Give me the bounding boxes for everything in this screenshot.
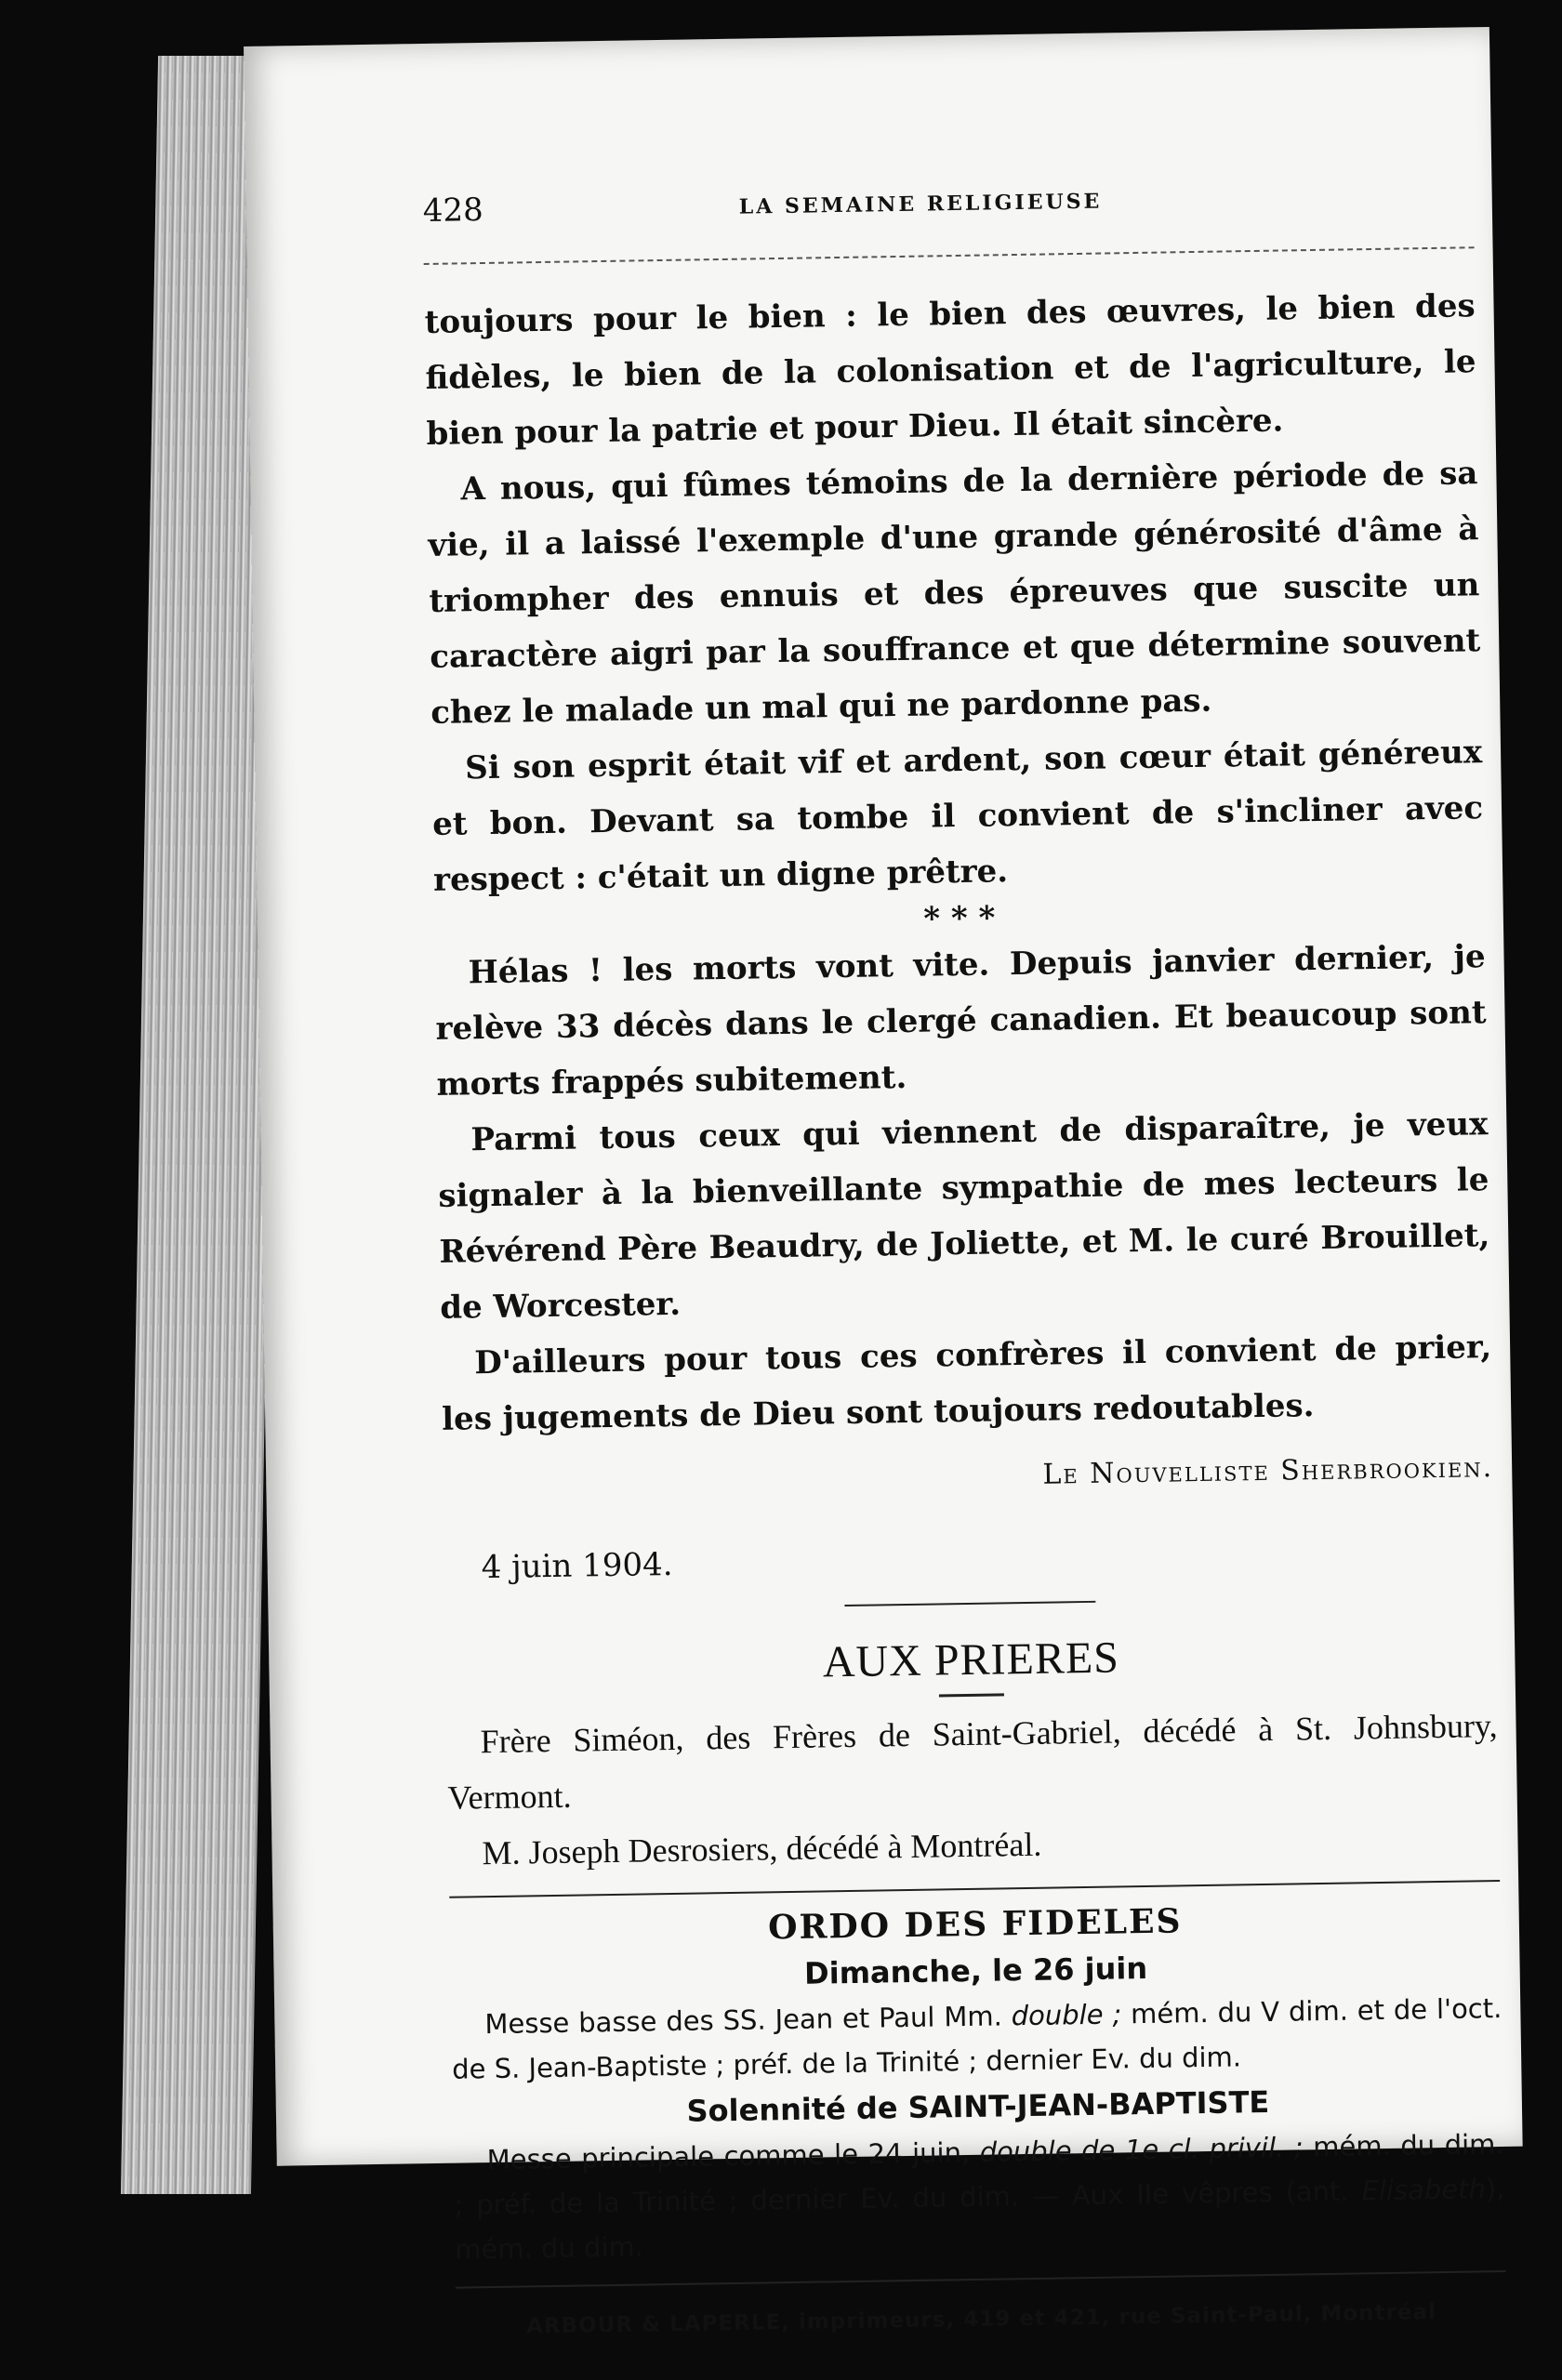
ordo-text-2-pre: Messe principale comme le 24 juin, <box>486 2135 980 2176</box>
ordo-text-1 <box>451 1986 1502 2092</box>
printer-footer: ARBOUR & LAPERLE, imprimeurs, 419 et 421, rue Saint-Paul, Montréal <box>525 2300 1437 2339</box>
book-page <box>244 27 1523 2339</box>
ordo-text-1-pre: Messe basse des SS. Jean et Paul Mm. <box>484 2000 1012 2041</box>
paragraph-5: Parmi tous ceux qui viennent de disparaître, je veux signaler à la bienveillante sympathie de mes lecteurs le Révérend Père Beaudry, de Joliette, et M. le curé Brouillet, de Worcester. <box>438 1105 1490 1327</box>
title-underline <box>939 1693 1004 1697</box>
ordo-text-2-post: mém. du dim. ; préf. de la Trinité ; dernier Ev. du dim. — Aux IIe vêpres (ant. <box>454 2127 1504 2221</box>
paragraph-3: Si son esprit était vif et ardent, son cœur était généreux et bon. Devant sa tombe il convient de s'incliner avec respect : c'était un digne prêtre. <box>431 734 1484 899</box>
ordo-text-2 <box>453 2122 1505 2272</box>
paragraph-1: toujours pour le bien : le bien des œuvres, le bien des fidèles, le bien de la colonisation et de l'agriculture, le bien pour la patrie et pour Dieu. Il était sincère. <box>424 287 1476 453</box>
ordo-subtitle-solemnity: Solennité de SAINT-JEAN-BAPTISTE <box>686 2083 1270 2129</box>
page-number: 428 <box>422 191 484 230</box>
date-line: 4 juin 1904. <box>481 1545 673 1587</box>
prieres-item-2: M. Joseph Desrosiers, décédé à Montréal. <box>482 1825 1042 1872</box>
signature: Le Nouvelliste Sherbrookien. <box>1042 1451 1494 1491</box>
header-rule <box>424 246 1475 265</box>
paragraph-4: Hélas ! les morts vont vite. Depuis janvier dernier, je relève 33 décès dans le clergé canadien. Et beaucoup sont morts frappés subitement. <box>435 938 1487 1104</box>
ordo-subtitle-sunday: Dimanche, le 26 juin <box>803 1950 1148 1991</box>
ordo-title: ORDO DES FIDELES <box>767 1901 1183 1948</box>
page-body <box>424 278 1507 2376</box>
asterism: * * * <box>923 899 996 938</box>
running-title: LA SEMAINE RELIGIEUSE <box>738 189 1103 219</box>
section-divider <box>844 1601 1095 1606</box>
prieres-title: AUX PRIERES <box>822 1633 1120 1687</box>
ordo-text-1-post: mém. du V dim. et de l'oct. de S. Jean-Baptiste ; préf. de la Trinité ; dernier Ev. du dim. <box>451 1992 1502 2085</box>
paragraph-6: D'ailleurs pour tous ces confrères il convient de prier, les jugements de Dieu sont toujours redoutables. <box>441 1329 1492 1438</box>
ordo-text-1-em: double ; <box>1011 1998 1122 2032</box>
ordo-text-2-em: double de 1e cl. privil. ; <box>979 2131 1304 2168</box>
page-header <box>422 176 1474 248</box>
prieres-item-1: Frère Siméon, des Frères de Saint-Gabriel, décédé à St. Johnsbury, Vermont. <box>447 1707 1498 1817</box>
ordo-text-2-end: ), mém. du dim. <box>454 2172 1505 2266</box>
paragraph-2: A nous, qui fûmes témoins de la dernière période de sa vie, il a laissé l'exemple d'une grande générosité d'âme à triompher des ennuis et des épreuves que suscite un caractère aigri par la souffrance et que détermine souvent chez le malade un mal qui ne pardonne pas. <box>428 455 1481 732</box>
ordo-text-2-em2: Elisabeth <box>1361 2173 1487 2207</box>
